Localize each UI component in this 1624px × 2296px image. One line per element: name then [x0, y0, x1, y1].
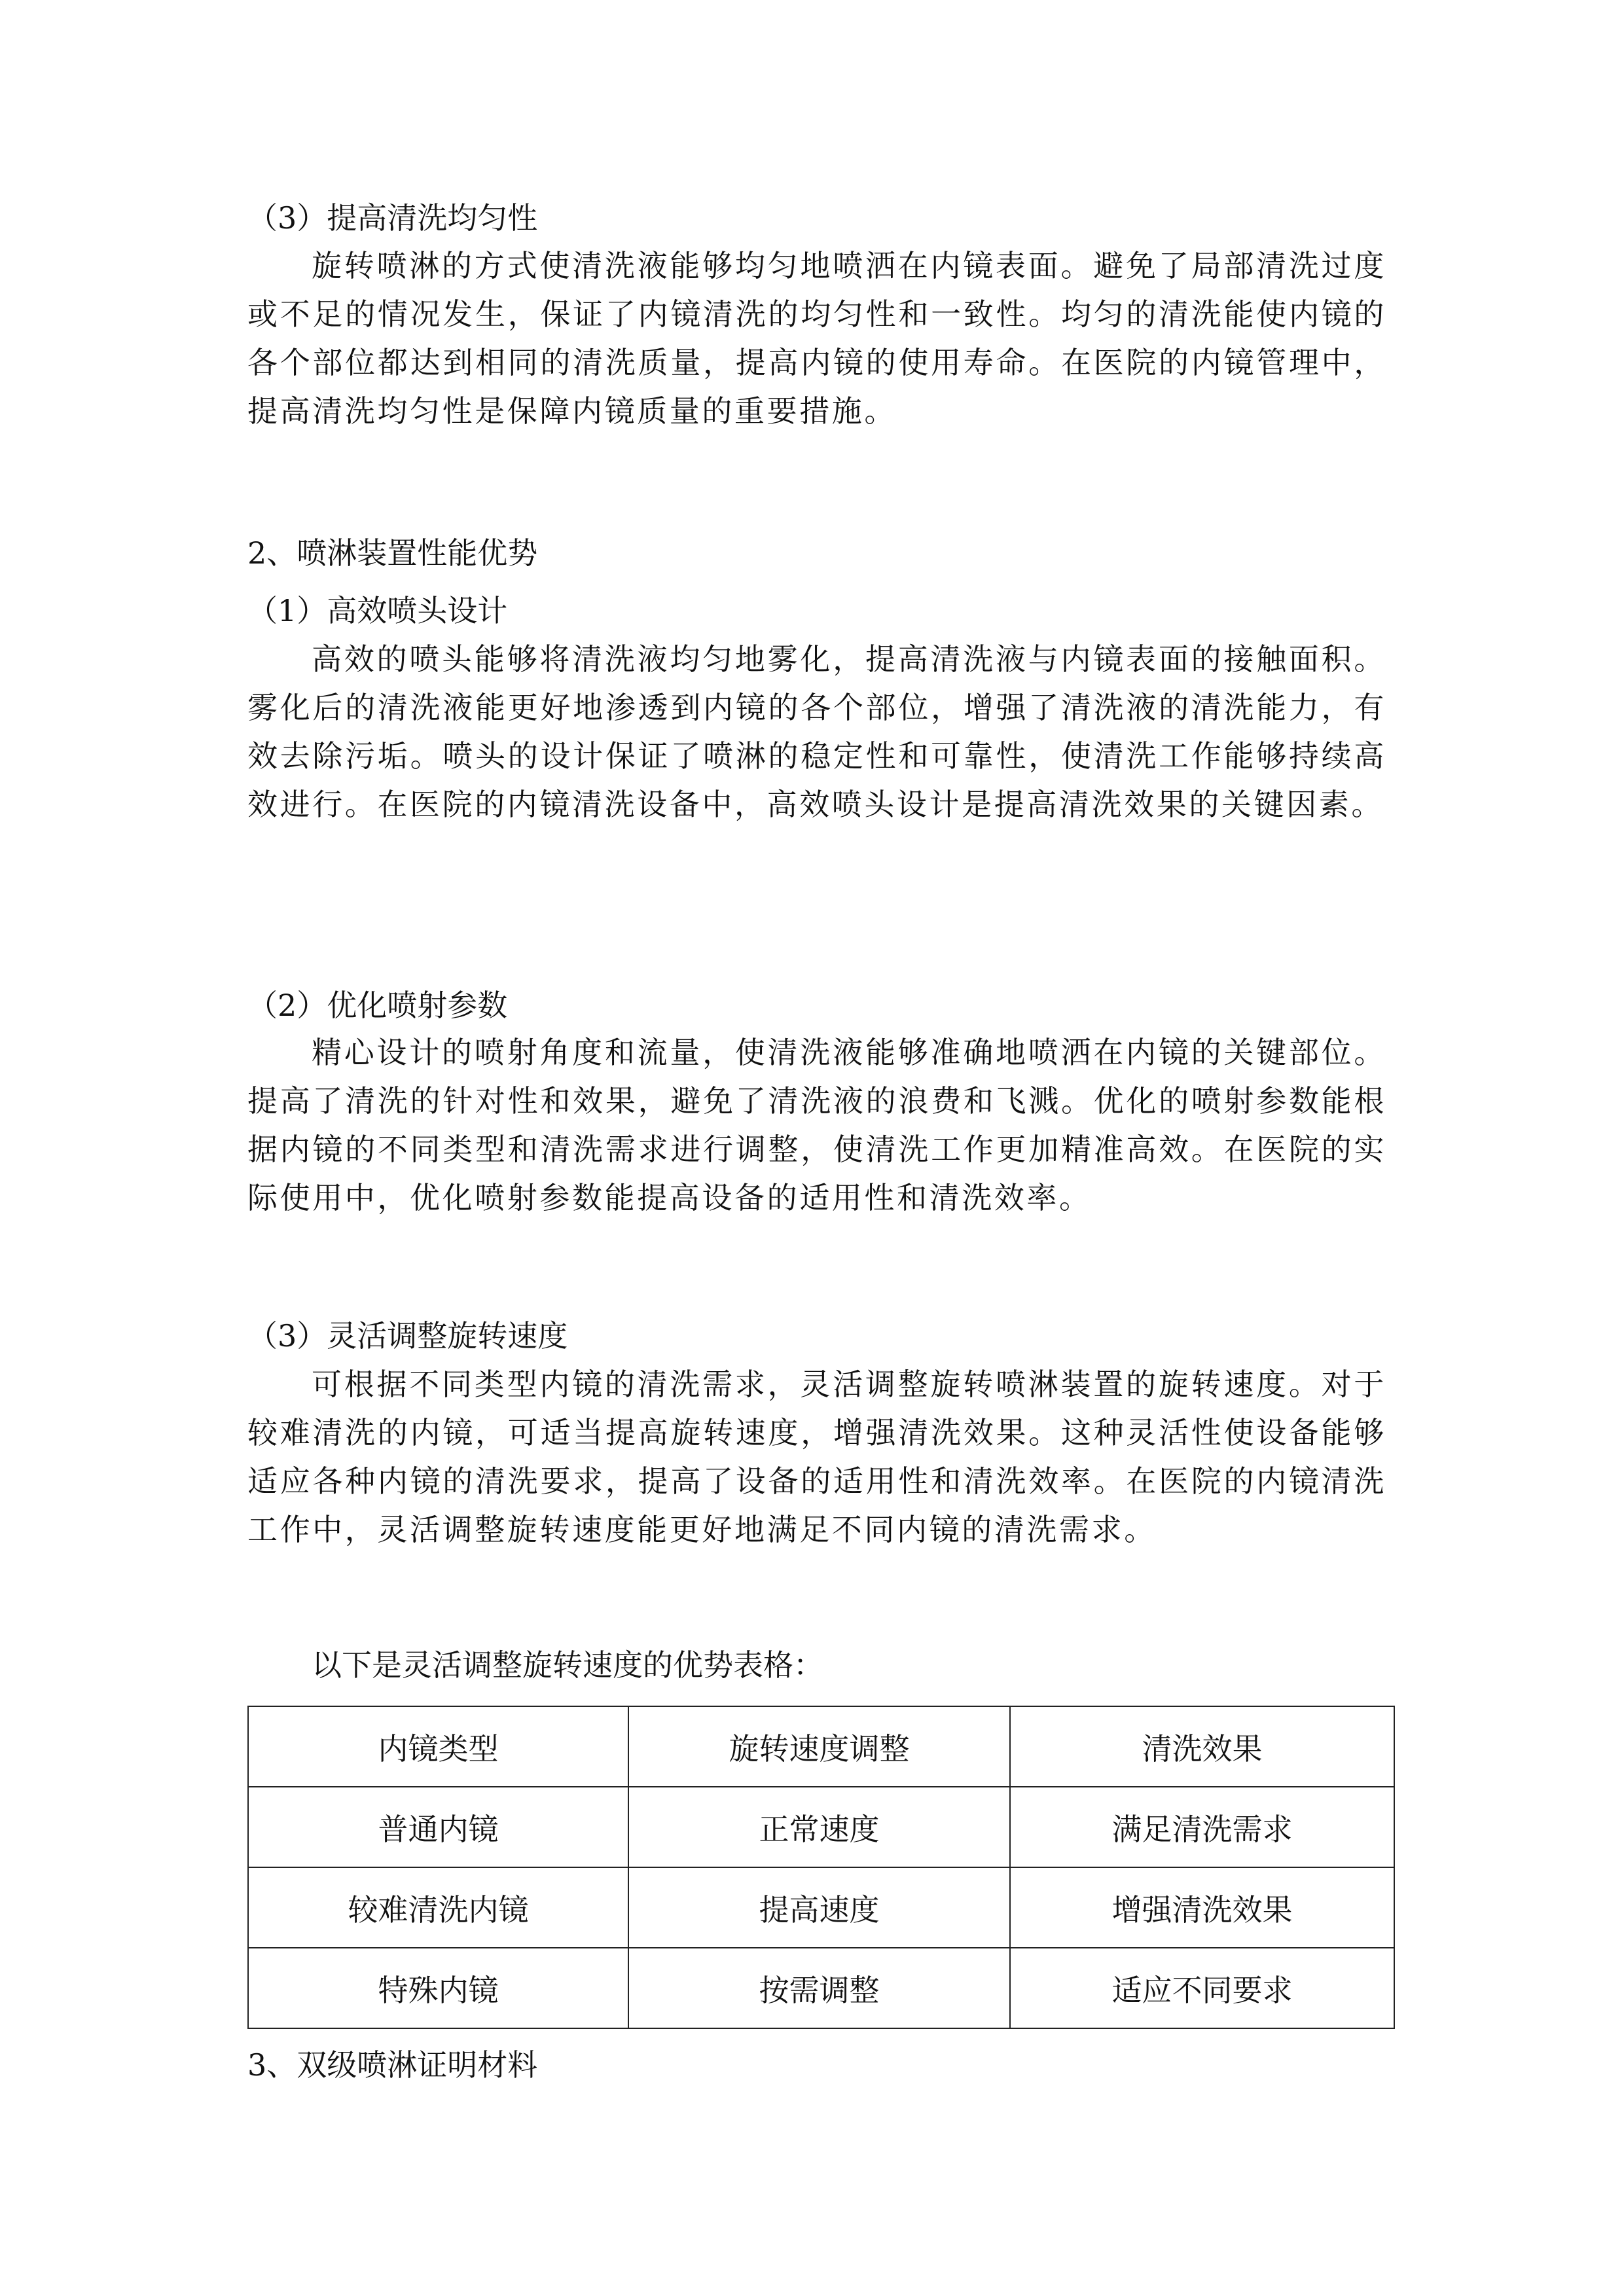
table-cell: 满足清洗需求 [1010, 1787, 1394, 1867]
table-cell: 普通内镜 [248, 1787, 628, 1867]
advantages-table [247, 1706, 1395, 2029]
item-heading-uniformity: （3）提高清洗均匀性 [247, 200, 538, 236]
item-heading-nozzle: （1）高效喷头设计 [247, 593, 508, 628]
table-cell: 增强清洗效果 [1010, 1867, 1394, 1948]
table-cell: 特殊内镜 [248, 1948, 628, 2028]
table-header-cell: 清洗效果 [1010, 1706, 1394, 1787]
section-heading-performance: 2、喷淋装置性能优势 [247, 535, 538, 571]
item-heading-rotation-speed: （3）灵活调整旋转速度 [247, 1318, 568, 1354]
table-cell: 按需调整 [628, 1948, 1010, 2028]
table-cell: 提高速度 [628, 1867, 1010, 1948]
table-cell: 较难清洗内镜 [248, 1867, 628, 1948]
table-header-cell: 旋转速度调整 [628, 1706, 1010, 1787]
table-header-cell: 内镜类型 [248, 1706, 628, 1787]
section-heading-evidence: 3、双级喷淋证明材料 [247, 2047, 538, 2083]
table-header-row [248, 1706, 1394, 1787]
table-row [248, 1948, 1394, 2028]
table-intro: 以下是灵活调整旋转速度的优势表格： [312, 1647, 823, 1683]
paragraph-nozzle: 高效的喷头能够将清洗液均匀地雾化，提高清洗液与内镜表面的接触面积。雾化后的清洗液能更好地渗透到内镜的各个部位，增强了清洗液的清洗能力，有效去除污垢。喷头的设计保证了喷淋的稳定性和可靠性，使清洗工作能够持续高效进行。在医院的内镜清洗设备中，高效喷头设计是提高清洗效果的关键因素。 [247, 641, 1386, 822]
paragraph-spray-params: 精心设计的喷射角度和流量，使清洗液能够准确地喷洒在内镜的关键部位。提高了清洗的针对性和效果，避免了清洗液的浪费和飞溅。优化的喷射参数能根据内镜的不同类型和清洗需求进行调整，使清洗工作更加精准高效。在医院的实际使用中，优化喷射参数能提高设备的适用性和清洗效率。 [247, 1035, 1386, 1215]
table-cell: 正常速度 [628, 1787, 1010, 1867]
table-row [248, 1787, 1394, 1867]
table-cell: 适应不同要求 [1010, 1948, 1394, 2028]
table-row [248, 1867, 1394, 1948]
paragraph-rotation-speed: 可根据不同类型内镜的清洗需求，灵活调整旋转喷淋装置的旋转速度。对于较难清洗的内镜，可适当提高旋转速度，增强清洗效果。这种灵活性使设备能够适应各种内镜的清洗要求，提高了设备的适用性和清洗效率。在医院的内镜清洗工作中，灵活调整旋转速度能更好地满足不同内镜的清洗需求。 [247, 1367, 1386, 1547]
paragraph-uniformity: 旋转喷淋的方式使清洗液能够均匀地喷洒在内镜表面。避免了局部清洗过度或不足的情况发生，保证了内镜清洗的均匀性和一致性。均匀的清洗能使内镜的各个部位都达到相同的清洗质量，提高内镜的使用寿命。在医院的内镜管理中，提高清洗均匀性是保障内镜质量的重要措施。 [247, 248, 1386, 429]
item-heading-spray-params: （2）优化喷射参数 [247, 988, 508, 1023]
